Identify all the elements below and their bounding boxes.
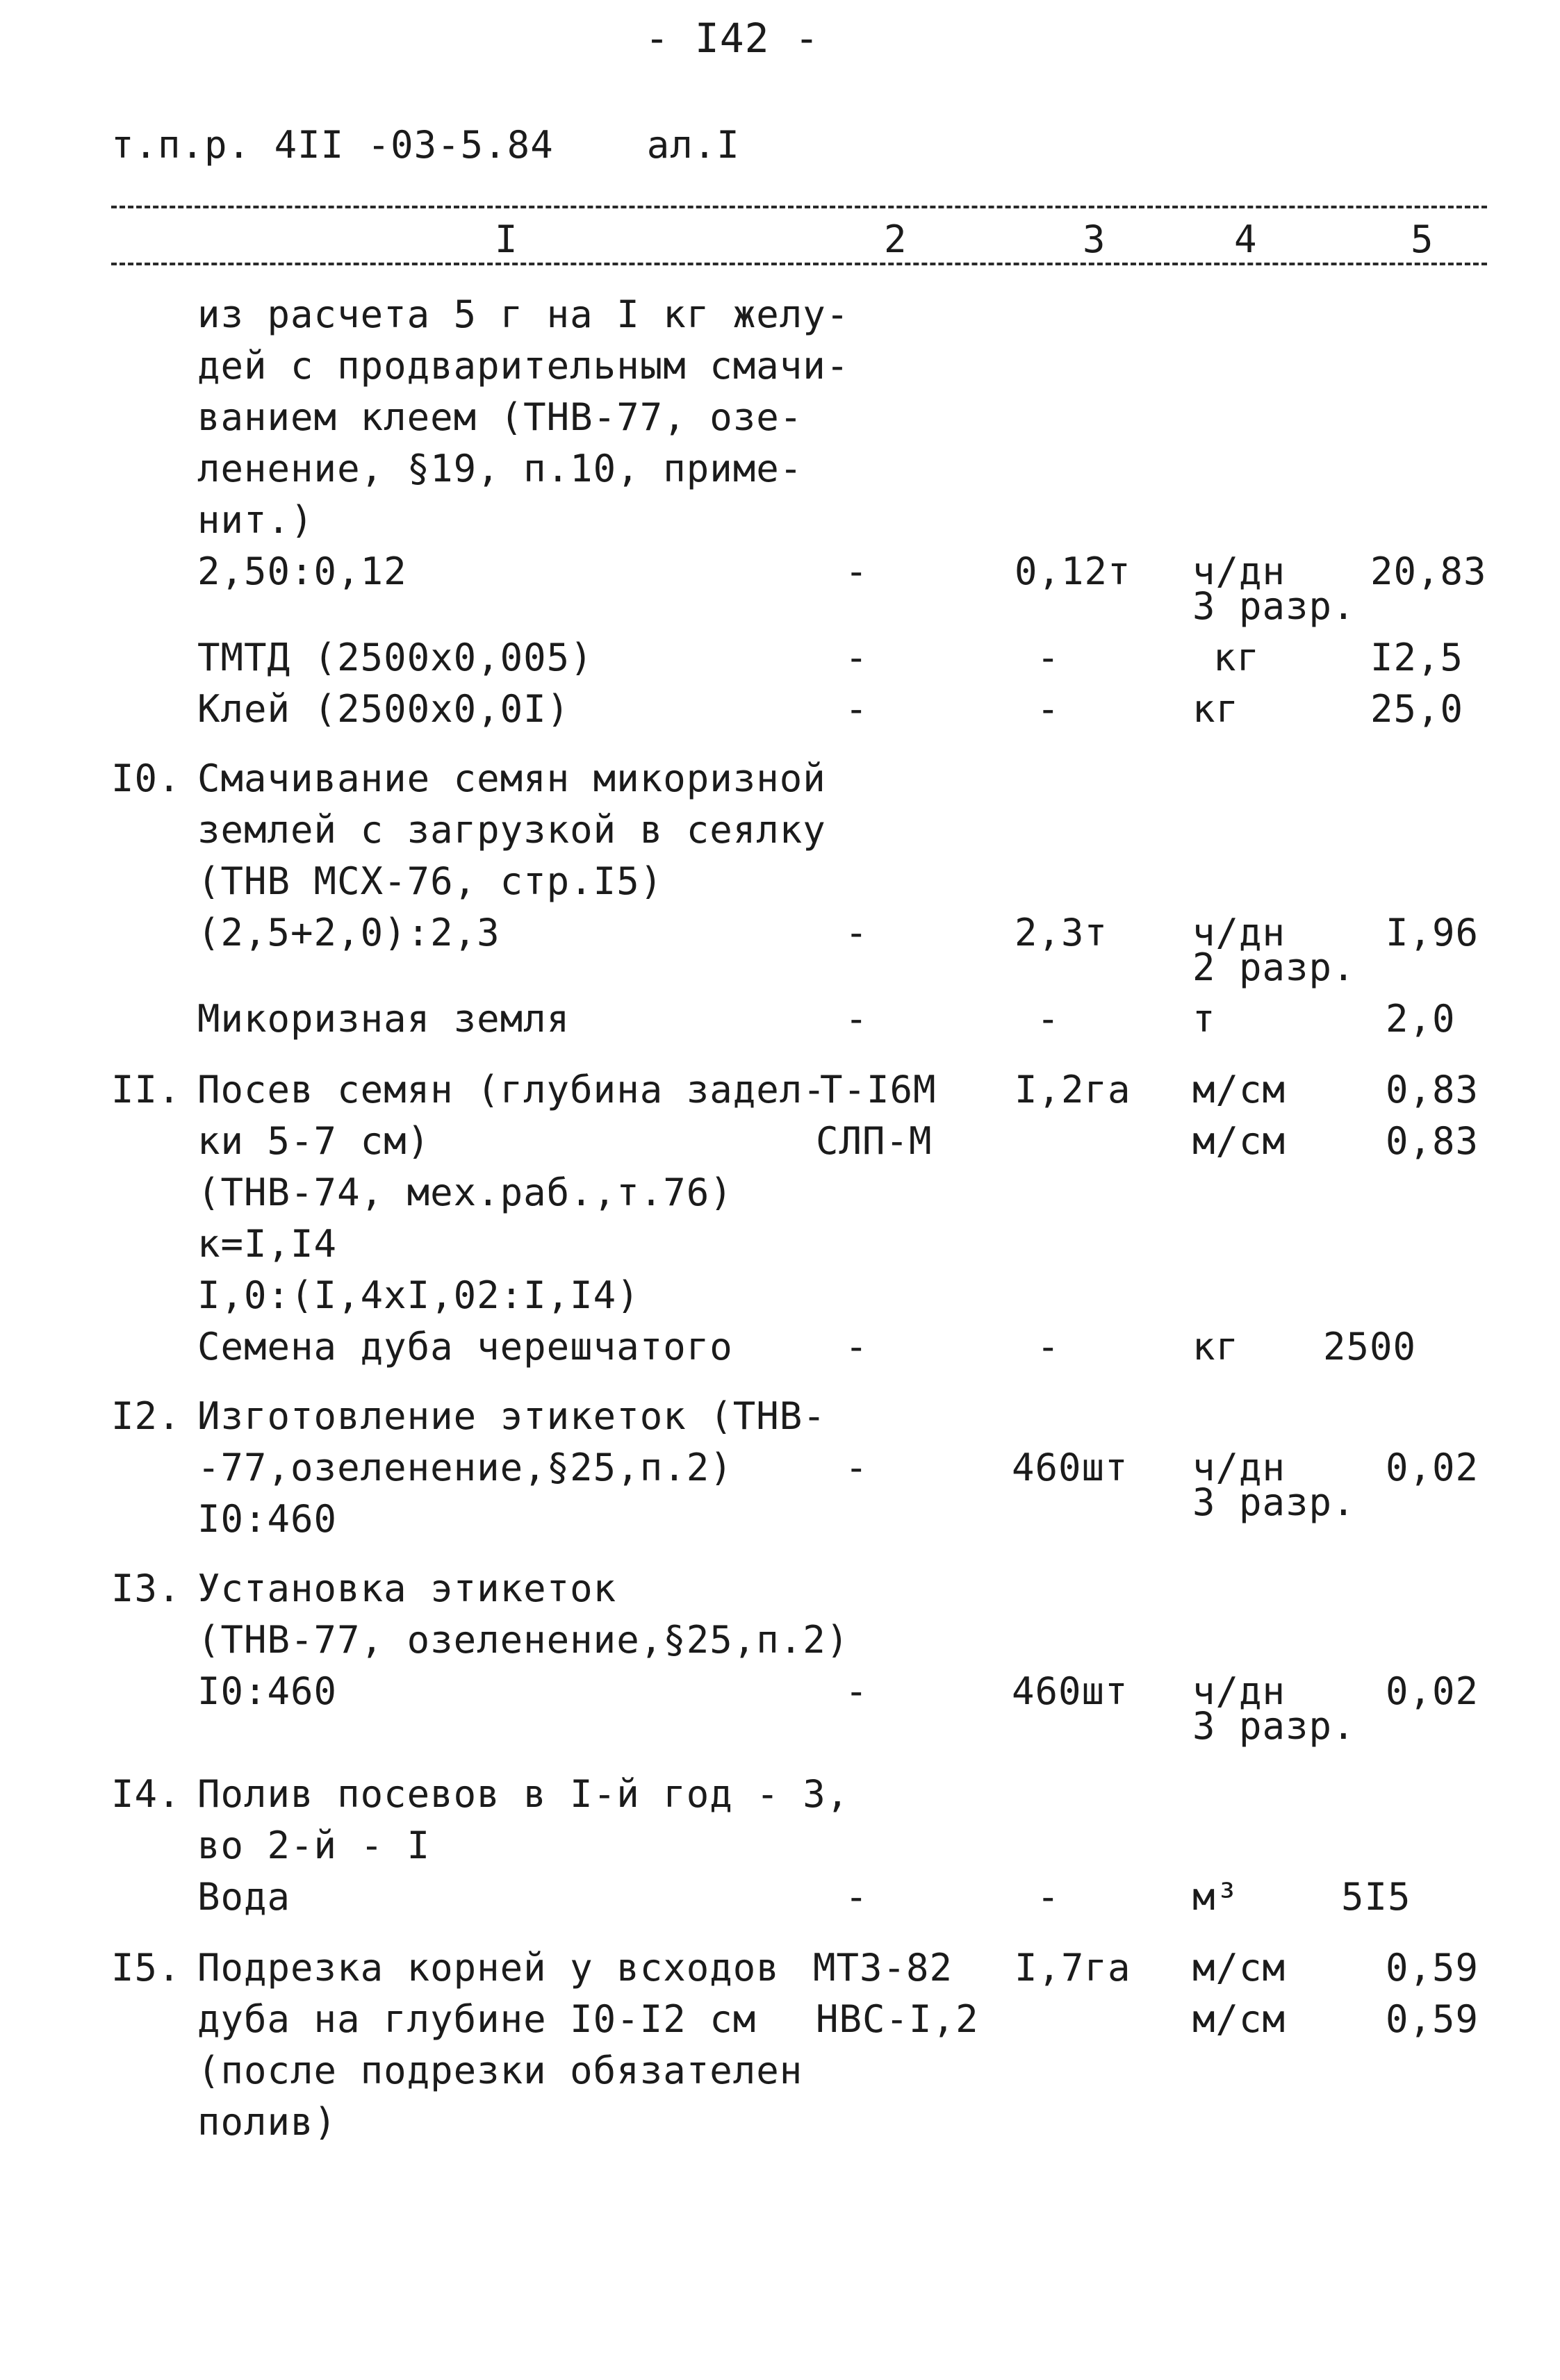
cell-col2: - [845, 1669, 869, 1713]
row-number: I3. [111, 1567, 181, 1610]
row-text-line: во 2-й - I [197, 1824, 431, 1867]
cell-col5: I2,5 [1370, 636, 1464, 679]
row-text-line: Смачивание семян микоризной [197, 757, 826, 800]
row-text-line: Полив посевов в I-й год - 3, [197, 1772, 850, 1816]
cell-col2: - [845, 1446, 869, 1489]
page-number: - I42 - [645, 15, 820, 62]
cell-col3: 0,12т [1015, 549, 1131, 593]
cell-col3: - [1037, 687, 1060, 731]
cell-col5: I,96 [1386, 911, 1479, 955]
cell-col5: 20,83 [1370, 549, 1487, 593]
cell-col5: 0,02 [1386, 1446, 1479, 1489]
row-text-line: ТМТД (2500х0,005) [197, 636, 593, 679]
cell-col4: кг [1192, 687, 1240, 731]
row-text-line: Подрезка корней у всходов [197, 1946, 780, 1990]
column-header-2: 2 [884, 217, 908, 261]
cell-col4: 3 разр. [1192, 1480, 1356, 1524]
row-number: I2. [111, 1394, 181, 1438]
header-rule-bottom [111, 263, 1487, 265]
row-text-line: дуба на глубине I0-I2 см [197, 1997, 757, 2041]
column-header-4: 4 [1234, 217, 1258, 261]
cell-col2: - [845, 549, 869, 593]
row-number: I4. [111, 1772, 181, 1816]
row-text-line: полив) [197, 2100, 338, 2144]
cell-col2: - [845, 1325, 869, 1369]
cell-col4: 2 разр. [1192, 945, 1356, 989]
cell-col4: м/см [1192, 1068, 1286, 1112]
cell-col3: - [1037, 1325, 1060, 1369]
cell-col2: НВС-I,2 [816, 1997, 979, 2041]
cell-col5: 2,0 [1386, 997, 1456, 1041]
row-text-line: Установка этикеток [197, 1567, 617, 1610]
cell-col4: м/см [1192, 1946, 1286, 1990]
row-text-line: (ТНВ-77, озеленение,§25,п.2) [197, 1618, 850, 1662]
row-number: I0. [111, 757, 181, 800]
cell-col4: 3 разр. [1192, 584, 1356, 628]
cell-col4: т [1192, 997, 1216, 1041]
row-text-line: Изготовление этикеток (ТНВ- [197, 1394, 826, 1438]
row-text-line: -77,озеленение,§25,п.2) [197, 1446, 733, 1489]
row-text-line: Семена дуба черешчатого [197, 1325, 733, 1369]
cell-col4: кг [1192, 1325, 1240, 1369]
cell-col5: 5I5 [1341, 1875, 1411, 1919]
cell-col3: - [1037, 636, 1060, 679]
row-text-line: ки 5-7 см) [197, 1119, 431, 1163]
column-header-5: 5 [1411, 217, 1434, 261]
cell-col4: кг [1213, 636, 1261, 679]
cell-col5: 2500 [1323, 1325, 1417, 1369]
row-text-line: землей с загрузкой в сеялку [197, 808, 826, 852]
cell-col5: 25,0 [1370, 687, 1464, 731]
cell-col3: 460шт [1012, 1446, 1128, 1489]
column-header-3: 3 [1083, 217, 1106, 261]
cell-col4: м/см [1192, 1119, 1286, 1163]
cell-col2: - [845, 687, 869, 731]
row-number: I5. [111, 1946, 181, 1990]
cell-col3: 460шт [1012, 1669, 1128, 1713]
cell-col4: 3 разр. [1192, 1704, 1356, 1748]
cell-col2: - [845, 1875, 869, 1919]
cell-col3: 2,3т [1015, 911, 1108, 955]
cell-col2: Т-I6М [820, 1068, 937, 1112]
document-reference: т.п.р. 4II -03-5.84 ал.I [111, 123, 740, 167]
row-text-line: к=I,I4 [197, 1222, 338, 1266]
cell-col4: ч/дн [1192, 911, 1286, 955]
row-text-line: Клей (2500х0,0I) [197, 687, 570, 731]
cell-col3: I,2га [1015, 1068, 1131, 1112]
row-text-line: (ТНВ МСХ-76, стр.I5) [197, 859, 664, 903]
cell-col3: - [1037, 1875, 1060, 1919]
cell-col5: 0,02 [1386, 1669, 1479, 1713]
cell-col4: ч/дн [1192, 1669, 1286, 1713]
row-text-line: Посев семян (глубина задел- [197, 1068, 826, 1112]
cell-col4: м/см [1192, 1997, 1286, 2041]
row-text-line: ленение, §19, п.10, приме- [197, 447, 803, 490]
cell-col2: - [845, 911, 869, 955]
row-text-line: I,0:(I,4хI,02:I,I4) [197, 1273, 640, 1317]
row-text-line: из расчета 5 г на I кг желу- [197, 292, 850, 336]
row-text-line: Микоризная земля [197, 997, 570, 1041]
cell-col5: 0,59 [1386, 1997, 1479, 2041]
cell-col4: м³ [1192, 1875, 1240, 1919]
cell-col5: 0,83 [1386, 1068, 1479, 1112]
cell-col2: МТЗ-82 [813, 1946, 953, 1990]
row-text-line: (после подрезки обязателен [197, 2049, 803, 2092]
cell-col4: ч/дн [1192, 1446, 1286, 1489]
cell-col2: - [845, 636, 869, 679]
column-header-1: I [495, 217, 518, 261]
header-rule-top [111, 206, 1487, 208]
row-text-line: (ТНВ-74, мех.раб.,т.76) [197, 1171, 733, 1214]
row-text-line: (2,5+2,0):2,3 [197, 911, 500, 955]
row-text-line: ванием клеем (ТНВ-77, озе- [197, 395, 803, 439]
cell-col4: ч/дн [1192, 549, 1286, 593]
row-text-line: I0:460 [197, 1669, 338, 1713]
row-text-line: дей с продварительным смачи- [197, 344, 850, 388]
row-number: II. [111, 1068, 181, 1112]
cell-col5: 0,83 [1386, 1119, 1479, 1163]
row-text-line: I0:460 [197, 1497, 338, 1541]
cell-col2: СЛП-М [816, 1119, 933, 1163]
row-text-line: Вода [197, 1875, 291, 1919]
row-text-line: 2,50:0,12 [197, 549, 407, 593]
cell-col3: I,7га [1015, 1946, 1131, 1990]
cell-col5: 0,59 [1386, 1946, 1479, 1990]
cell-col3: - [1037, 997, 1060, 1041]
cell-col2: - [845, 997, 869, 1041]
row-text-line: нит.) [197, 498, 314, 542]
